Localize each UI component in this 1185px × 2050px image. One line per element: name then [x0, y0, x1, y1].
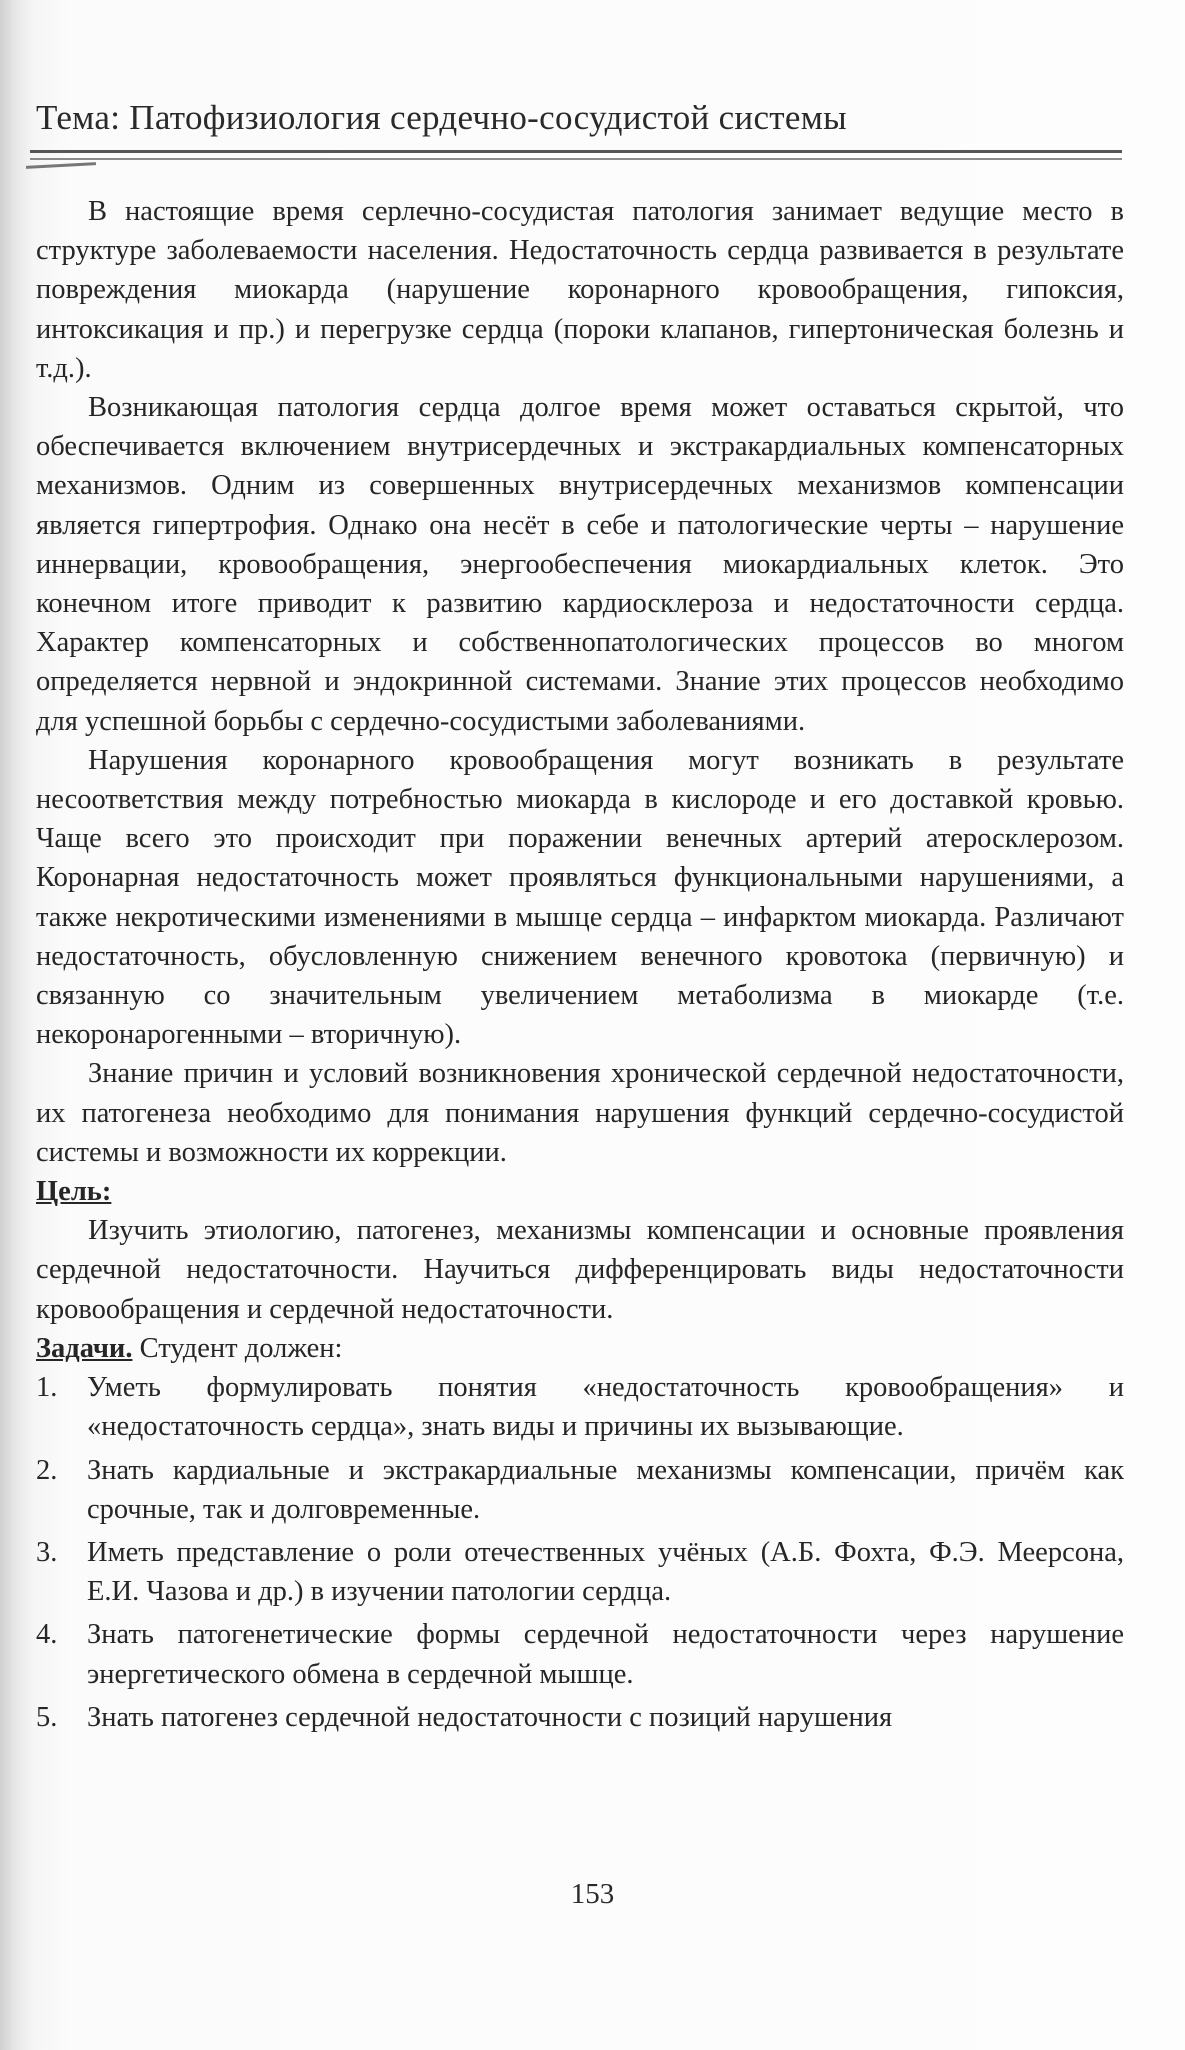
task-item [36, 1615, 1124, 1693]
header-rule [30, 150, 1122, 153]
intro-paragraph-3: Нарушения коронарного кровообращения могут возникать в результате несоответствия между потребностью миокарда в кислороде и его доставкой кровью. Чаще всего это происходит при поражении венечных артерий атеросклерозом. Коронарная недостаточность может проявляться функциональными нарушениями, а также некротическими изменениями в мышце сердца – инфарктом миокарда. Различают недостаточность, обусловленную снижением венечного кровотока (первичную) и связанную со значительным увеличением метаболизма в миокарде (т.е. некоронарогенными – вторичную). [36, 744, 1124, 1051]
page-header-title: Тема: Патофизиология сердечно-сосудистой системы [36, 98, 847, 137]
page-body [36, 192, 1124, 1741]
goal-label: Цель: [36, 1176, 112, 1208]
task-number: 1. [36, 1372, 58, 1404]
intro-paragraph-4: Знание причин и условий возникновения хронической сердечной недостаточности, их патогенеза необходимо для понимания нарушения функций сердечно-сосудистой системы и возможности их коррекции. [36, 1058, 1124, 1168]
tasks-heading [36, 1329, 1124, 1368]
header-rule-secondary [30, 158, 1122, 160]
tasks-intro: Студент должен: [132, 1332, 343, 1364]
tasks-label: Задачи. [36, 1332, 133, 1364]
task-item [36, 1698, 1124, 1737]
header-rule-mark [26, 162, 96, 169]
task-item [36, 1451, 1124, 1529]
task-text: Знать патогенетические формы сердечной недостаточности через нарушение энергетического обмена в сердечной мышце. [87, 1619, 1124, 1690]
task-number: 3. [36, 1536, 58, 1568]
tasks-list [36, 1368, 1124, 1737]
task-text: Уметь формулировать понятия «недостаточность кровообращения» и «недостаточность сердца», знать виды и причины их вызывающие. [87, 1372, 1124, 1443]
task-text: Знать кардиальные и экстракардиальные механизмы компенсации, причём как срочные, так и долговременные. [87, 1454, 1124, 1525]
task-text: Иметь представление о роли отечественных учёных (А.Б. Фохта, Ф.Э. Меерсона, Е.И. Чазова и др.) в изучении патологии сердца. [87, 1536, 1124, 1608]
task-item [36, 1533, 1124, 1611]
task-text: Знать патогенез сердечной недостаточности с позиций нарушения [87, 1701, 893, 1733]
page-number: 153 [570, 1878, 615, 1910]
goal-paragraph: Изучить этиологию, патогенез, механизмы компенсации и основные проявления сердечной недостаточности. Научиться дифференцировать виды недостаточности кровообращения и сердечной недостаточности. [36, 1215, 1124, 1325]
intro-paragraph-2: Возникающая патология сердца долгое время может оставаться скрытой, что обеспечивается включением внутрисердечных и экстракардиальных компенсаторных механизмов. Одним из совершенных внутрисердечных механизмов компенсации является гипертрофия. Однако она несёт в себе и патологические черты – нарушение иннервации, кровообращения, энергообеспечения миокардиальных клеток. Это конечном итоге приводит к развитию кардиосклероза и недостаточности сердца. Характер компенсаторных и собственнопатологических процессов во многом определяется нервной и эндокринной системами. Знание этих процессов необходимо для успешной борьбы с сердечно-сосудистыми заболеваниями. [36, 392, 1124, 737]
task-number: 4. [36, 1619, 58, 1651]
goal-heading [36, 1172, 1124, 1211]
task-item [36, 1368, 1124, 1446]
intro-paragraph-1: В настоящие время серлечно-сосудистая патология занимает ведущие место в структуре заболеваемости населения. Недостаточность сердца развивается в результате повреждения миокарда (нарушение коронарного кровообращения, гипоксия, интоксикация и пр.) и перегрузке сердца (пороки клапанов, гипертоническая болезнь и т.д.). [36, 196, 1124, 384]
task-number: 2. [36, 1454, 58, 1486]
task-number: 5. [36, 1701, 58, 1733]
